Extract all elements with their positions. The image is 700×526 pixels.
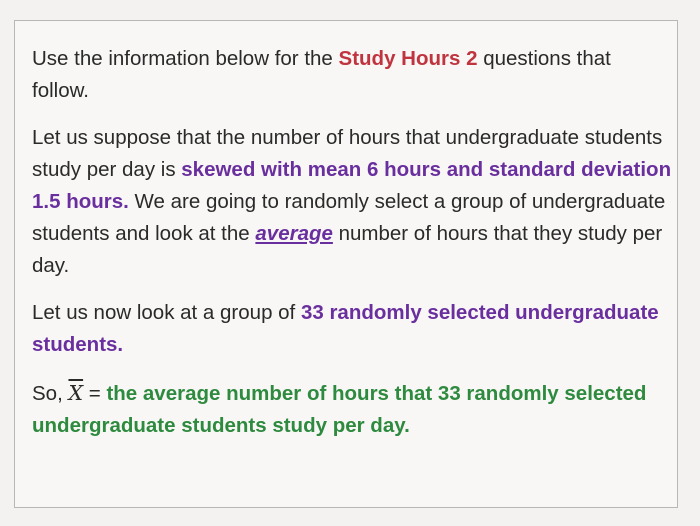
definition-text: So, (32, 382, 69, 405)
study-hours-title: Study Hours 2 (338, 47, 478, 70)
sample-highlight: 33 randomly selected undergraduate students. (32, 301, 659, 356)
scenario-text: Let us suppose that the number of hours that undergraduate students study per day is (32, 126, 663, 181)
distribution-highlight: skewed with mean 6 hours and standard deviation 1.5 hours. (32, 158, 672, 213)
intro-text-end: questions that follow. (32, 47, 611, 102)
intro-paragraph (32, 43, 672, 107)
sample-paragraph (32, 297, 672, 361)
scenario-text-mid: We are going to randomly select a group of undergraduate students and look at the (32, 190, 666, 245)
average-emphasis: average (255, 222, 333, 245)
definition-paragraph (32, 377, 672, 442)
info-text-block (32, 43, 672, 442)
sample-text: Let us now look at a group of (32, 301, 301, 324)
equals-sign: = (83, 382, 107, 405)
question-info-panel (14, 20, 678, 508)
scenario-paragraph (32, 122, 672, 282)
definition-highlight: the average number of hours that 33 randomly selected undergraduate students study per day. (32, 382, 647, 437)
x-bar-symbol: $\overline{X}$ (68, 381, 84, 405)
intro-text: Use the information below for the (32, 47, 339, 70)
scenario-text-end: number of hours that they study per day. (32, 222, 663, 277)
